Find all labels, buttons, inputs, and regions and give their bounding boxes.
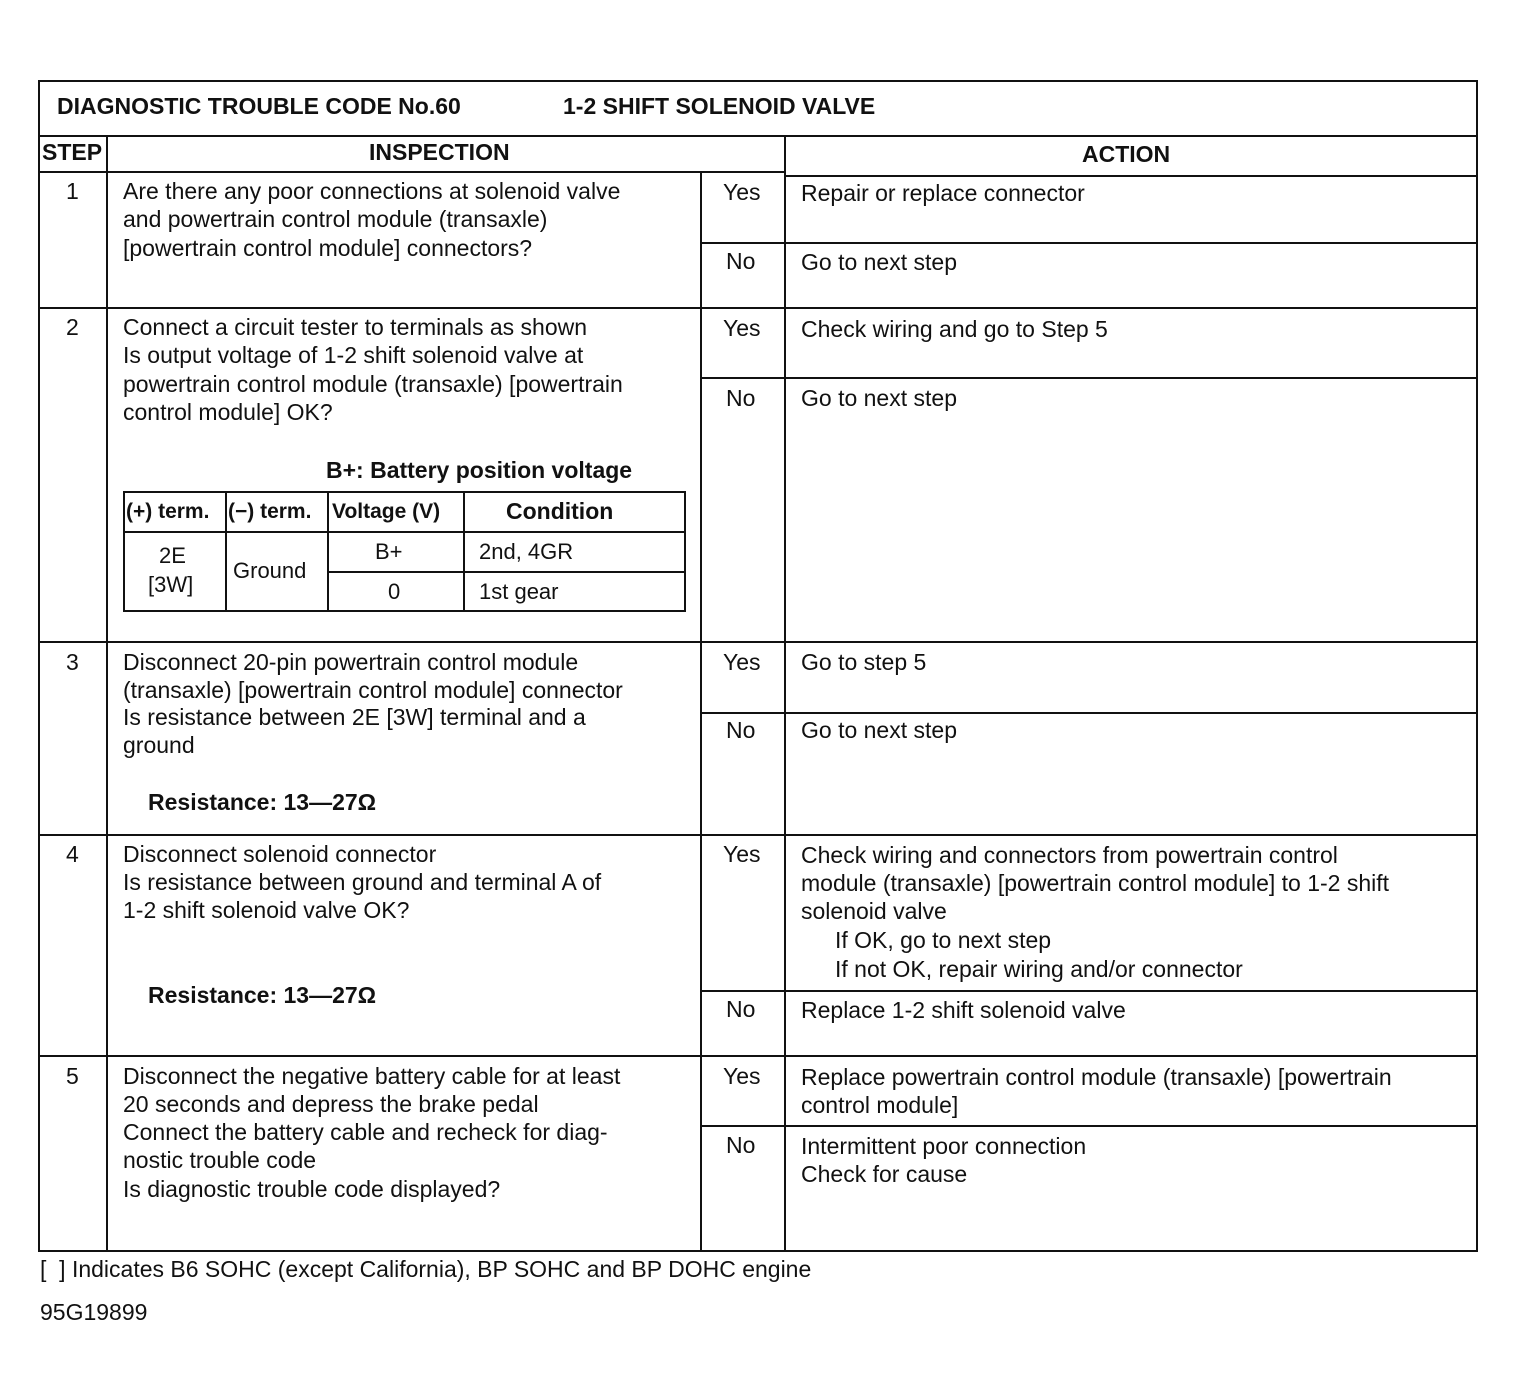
vt-border-top (123, 491, 686, 493)
no-label: No (726, 996, 756, 1022)
yes-action: Repair or replace connector (801, 180, 1085, 206)
vt-condition: 1st gear (479, 579, 559, 604)
header-step: STEP (42, 139, 103, 165)
yes-action: control module] (801, 1092, 959, 1118)
yes-label: Yes (723, 841, 761, 867)
inspection-line: Is output voltage of 1-2 shift solenoid valve at (123, 342, 584, 368)
vt-header-minus-term: (−) term. (228, 500, 312, 523)
yes-action: Check wiring and connectors from powertrain control (801, 842, 1338, 868)
inspection-line: Connect the battery cable and recheck for diag- (123, 1119, 608, 1145)
inspection-line: Is diagnostic trouble code displayed? (123, 1176, 501, 1202)
header-divider-left (38, 171, 785, 173)
vt-border-right (684, 491, 686, 612)
inspection-line: nostic trouble code (123, 1147, 317, 1173)
inspection-line: 1-2 shift solenoid valve OK? (123, 897, 410, 923)
border-left (38, 80, 40, 1252)
vt-plus-term-line: [3W] (148, 572, 194, 597)
yes-action: If OK, go to next step (835, 927, 1052, 953)
no-label: No (726, 248, 756, 274)
vt-minus-term: Ground (233, 558, 307, 583)
yes-action: solenoid valve (801, 898, 947, 924)
inspection-line: Disconnect 20-pin powertrain control module (123, 649, 579, 675)
vt-border-left (123, 491, 125, 612)
step-col-divider (106, 136, 108, 1251)
header-divider-right (785, 175, 1478, 177)
resistance-spec: Resistance: 13—27Ω (148, 789, 377, 815)
vt-col-1 (225, 491, 227, 612)
inspection-line: Connect a circuit tester to terminals as shown (123, 314, 588, 340)
inspection-line: 20 seconds and depress the brake pedal (123, 1091, 539, 1117)
battery-voltage-note: B+: Battery position voltage (326, 457, 633, 483)
vt-condition: 2nd, 4GR (479, 539, 574, 564)
yesno-divider-5 (700, 1125, 1478, 1127)
no-action: Replace 1-2 shift solenoid valve (801, 997, 1126, 1023)
inspection-line: ground (123, 732, 195, 758)
inspection-line: Is resistance between 2E [3W] terminal and a (123, 704, 586, 730)
title-divider (38, 135, 1478, 137)
vt-col-3 (463, 491, 465, 612)
yes-label: Yes (723, 179, 761, 205)
no-action: Go to next step (801, 717, 957, 743)
no-action: Go to next step (801, 385, 957, 411)
vt-voltage: B+ (375, 539, 403, 564)
row-divider-3 (38, 834, 1478, 836)
row-divider-1 (38, 307, 1478, 309)
yes-action: Check wiring and go to Step 5 (801, 316, 1108, 342)
yesno-divider-1 (700, 242, 1478, 244)
no-label: No (726, 717, 756, 743)
action-col-divider (784, 136, 786, 1251)
border-right (1476, 80, 1478, 1252)
no-label: No (726, 1132, 756, 1158)
no-action: Intermittent poor connection (801, 1133, 1087, 1159)
yes-label: Yes (723, 315, 761, 341)
step-number: 5 (66, 1063, 79, 1089)
yesno-divider-2 (700, 377, 1478, 379)
no-action: Check for cause (801, 1161, 968, 1187)
yes-action: If not OK, repair wiring and/or connector (835, 956, 1243, 982)
header-action: ACTION (1082, 141, 1171, 167)
vt-header-plus-term: (+) term. (126, 500, 210, 523)
inspection-line: powertrain control module (transaxle) [powertrain (123, 371, 623, 397)
step-number: 4 (66, 841, 79, 867)
step-number: 1 (66, 178, 79, 204)
row-divider-2 (38, 641, 1478, 643)
inspection-line: Disconnect solenoid connector (123, 841, 437, 867)
vt-header-condition: Condition (506, 498, 614, 524)
border-top (38, 80, 1478, 82)
border-bottom (38, 1250, 1478, 1252)
yesno-divider-4 (700, 990, 1478, 992)
vt-voltage: 0 (388, 579, 401, 604)
no-label: No (726, 385, 756, 411)
title-code: DIAGNOSTIC TROUBLE CODE No.60 (57, 93, 461, 119)
yes-action: module (transaxle) [powertrain control module] to 1-2 shift (801, 870, 1390, 896)
vt-plus-term-line: 2E (159, 543, 186, 568)
yes-label: Yes (723, 1063, 761, 1089)
inspection-line: Disconnect the negative battery cable for at least (123, 1063, 621, 1089)
row-divider-4 (38, 1055, 1478, 1057)
inspection-line: control module] OK? (123, 399, 333, 425)
vt-header-divider (123, 531, 686, 533)
header-inspection: INSPECTION (369, 139, 510, 165)
inspection-line: [powertrain control module] connectors? (123, 235, 533, 261)
resistance-spec: Resistance: 13—27Ω (148, 982, 377, 1008)
yes-action: Replace powertrain control module (transaxle) [powertrain (801, 1064, 1392, 1090)
step-number: 2 (66, 314, 79, 340)
yes-label: Yes (723, 649, 761, 675)
inspection-line: Is resistance between ground and terminal A of (123, 869, 602, 895)
step-number: 3 (66, 649, 79, 675)
vt-row-divider (327, 571, 686, 573)
no-action: Go to next step (801, 249, 957, 275)
inspection-line: and powertrain control module (transaxle) (123, 206, 548, 232)
figure-id: 95G19899 (40, 1299, 148, 1325)
inspection-line: (transaxle) [powertrain control module] connector (123, 677, 623, 703)
title-name: 1-2 SHIFT SOLENOID VALVE (563, 93, 876, 119)
inspection-line: Are there any poor connections at solenoid valve (123, 178, 621, 204)
vt-border-bottom (123, 610, 686, 612)
vt-header-voltage: Voltage (V) (332, 500, 441, 523)
footnote: [ ] Indicates B6 SOHC (except California), BP SOHC and BP DOHC engine (40, 1256, 812, 1282)
vt-col-2 (327, 491, 329, 612)
yesno-divider-3 (700, 712, 1478, 714)
yes-action: Go to step 5 (801, 649, 927, 675)
